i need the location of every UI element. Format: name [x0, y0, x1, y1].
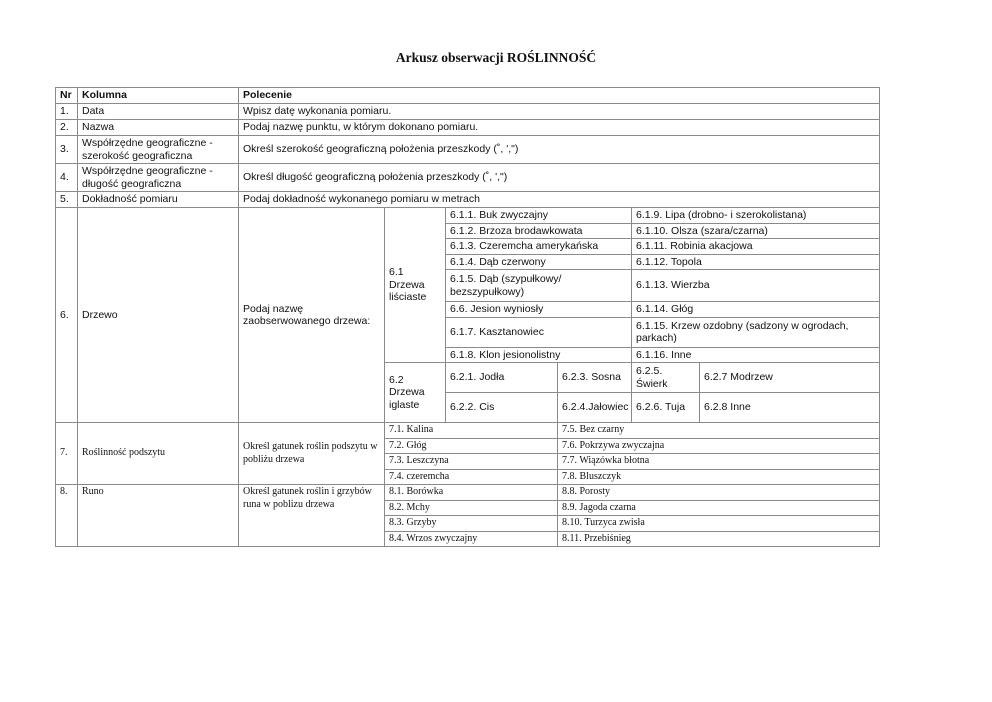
species-cell: 8.11. Przebiśnieg: [558, 531, 880, 547]
species-cell: 6.1.10. Olsza (szara/czarna): [632, 223, 880, 239]
table-row: [56, 485, 880, 501]
row-polecenie: Określ gatunek roślin podszytu w pobliżu drzewa: [239, 423, 385, 485]
species-cell: 6.1.12. Topola: [632, 254, 880, 270]
row-polecenie: Wpisz datę wykonania pomiaru.: [239, 104, 880, 120]
species-cell: 6.1.2. Brzoza brodawkowata: [446, 223, 632, 239]
species-cell: 8.9. Jagoda czarna: [558, 500, 880, 516]
species-cell: 6.1.8. Klon jesionolistny: [446, 347, 632, 363]
row-nr: 5.: [56, 192, 78, 208]
species-cell: 8.10. Turzyca zwisła: [558, 516, 880, 532]
species-cell: 7.2. Głóg: [385, 438, 558, 454]
species-cell: 7.5. Bez czarny: [558, 423, 880, 439]
species-cell: 8.3. Grzyby: [385, 516, 558, 532]
species-cell: 6.1.1. Buk zwyczajny: [446, 208, 632, 224]
species-cell: 8.8. Porosty: [558, 485, 880, 501]
species-cell: 6.1.16. Inne: [632, 347, 880, 363]
species-cell: 6.2.5. Świerk: [632, 363, 700, 393]
table-row: [56, 208, 880, 224]
species-cell: 7.3. Leszczyna: [385, 454, 558, 470]
lisciaste-label: 6.1 Drzewa liściaste: [385, 208, 446, 363]
species-cell: 8.4. Wrzos zwyczajny: [385, 531, 558, 547]
row-kolumna: Drzewo: [78, 208, 239, 423]
table-row: [56, 164, 880, 192]
species-cell: 6.1.3. Czeremcha amerykańska: [446, 239, 632, 255]
header-kolumna: Kolumna: [78, 88, 239, 104]
row-nr: 3.: [56, 136, 78, 164]
table-header-row: [56, 88, 880, 104]
header-polecenie: Polecenie: [239, 88, 880, 104]
row-polecenie: Podaj dokładność wykonanego pomiaru w metrach: [239, 192, 880, 208]
species-cell: 6.1.14. Głóg: [632, 302, 880, 318]
species-cell: 7.6. Pokrzywa zwyczajna: [558, 438, 880, 454]
species-cell: 6.2.1. Jodła: [446, 363, 558, 393]
species-cell: 8.2. Mchy: [385, 500, 558, 516]
species-cell: 6.1.9. Lipa (drobno- i szerokolistana): [632, 208, 880, 224]
species-cell: 6.1.7. Kasztanowiec: [446, 317, 632, 347]
row-nr: 7.: [56, 423, 78, 485]
species-cell: 6.1.15. Krzew ozdobny (sadzony w ogrodach, parkach): [632, 317, 880, 347]
table-row: [56, 192, 880, 208]
header-nr: Nr: [56, 88, 78, 104]
row-nr: 4.: [56, 164, 78, 192]
row-nr: 1.: [56, 104, 78, 120]
species-cell: 6.1.5. Dąb (szypułkowy/ bezszypułkowy): [446, 270, 632, 302]
row-polecenie: Określ gatunek roślin i grzybów runa w poblizu drzewa: [239, 485, 385, 547]
row-polecenie: Podaj nazwę punktu, w którym dokonano pomiaru.: [239, 120, 880, 136]
observation-table: [55, 87, 880, 547]
row-nr: 8.: [56, 485, 78, 547]
species-cell: 6.1.4. Dąb czerwony: [446, 254, 632, 270]
species-cell: 6.2.8 Inne: [700, 393, 880, 423]
iglaste-label: 6.2 Drzewa iglaste: [385, 363, 446, 423]
row-nr: 6.: [56, 208, 78, 423]
species-cell: 6.2.4.Jałowiec: [558, 393, 632, 423]
row-kolumna: Współrzędne geograficzne - długość geograficzna: [78, 164, 239, 192]
row-kolumna: Dokładność pomiaru: [78, 192, 239, 208]
row-kolumna: Współrzędne geograficzne - szerokość geograficzna: [78, 136, 239, 164]
row-polecenie: Podaj nazwę zaobserwowanego drzewa:: [239, 208, 385, 423]
table-row: [56, 136, 880, 164]
species-cell: 6.2.3. Sosna: [558, 363, 632, 393]
row-kolumna: Runo: [78, 485, 239, 547]
species-cell: 7.8. Bluszczyk: [558, 469, 880, 485]
species-cell: 6.2.6. Tuja: [632, 393, 700, 423]
species-cell: 6.2.7 Modrzew: [700, 363, 880, 393]
row-polecenie: Określ szerokość geograficzną położenia przeszkody (˚, ',"): [239, 136, 880, 164]
page-title: Arkusz obserwacji ROŚLINNOŚĆ: [395, 50, 597, 65]
row-polecenie: Określ długość geograficzną położenia przeszkody (˚, ',"): [239, 164, 880, 192]
table-row: [56, 423, 880, 439]
row-kolumna: Data: [78, 104, 239, 120]
species-cell: 7.7. Wiązówka błotna: [558, 454, 880, 470]
row-kolumna: Roślinność podszytu: [78, 423, 239, 485]
species-cell: 6.6. Jesion wyniosły: [446, 302, 632, 318]
species-cell: 6.1.11. Robinia akacjowa: [632, 239, 880, 255]
row-kolumna: Nazwa: [78, 120, 239, 136]
species-cell: 6.2.2. Cis: [446, 393, 558, 423]
table-row: [56, 104, 880, 120]
species-cell: 7.4. czeremcha: [385, 469, 558, 485]
row-nr: 2.: [56, 120, 78, 136]
table-row: [56, 120, 880, 136]
species-cell: 7.1. Kalina: [385, 423, 558, 439]
species-cell: 8.1. Borówka: [385, 485, 558, 501]
species-cell: 6.1.13. Wierzba: [632, 270, 880, 302]
